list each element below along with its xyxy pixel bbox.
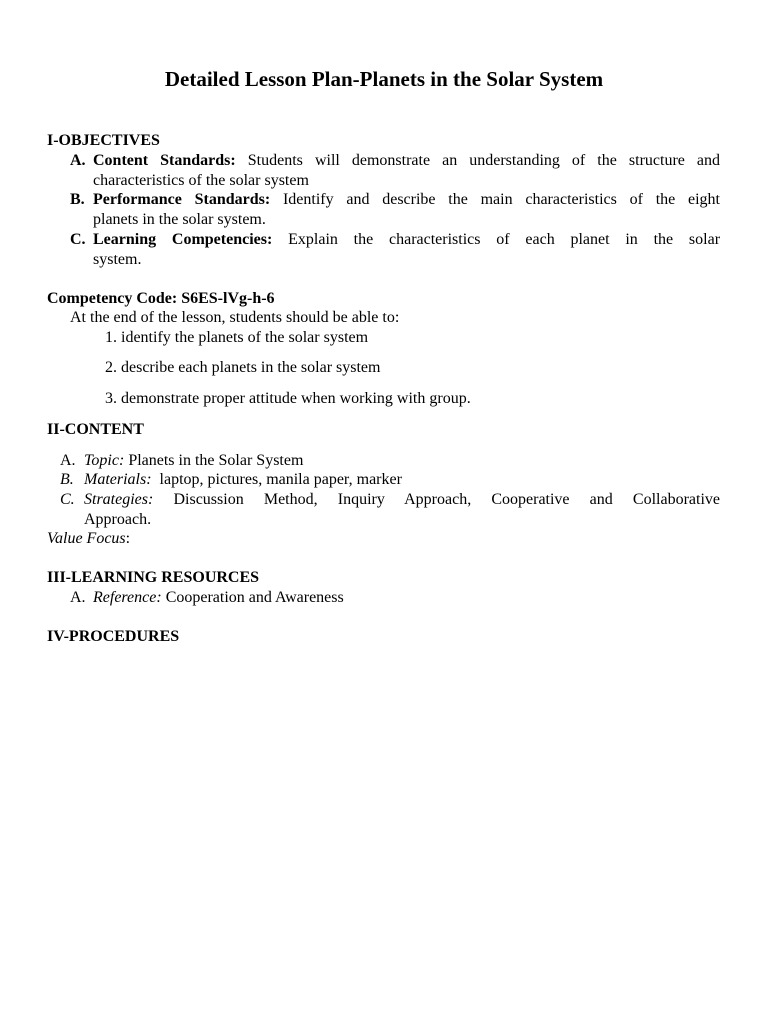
- content-strategies-text: Discussion Method, Inquiry Approach, Cooperative and Collaborative: [173, 491, 720, 508]
- objective-c-line2: system.: [93, 251, 142, 268]
- value-focus-colon: :: [125, 530, 131, 547]
- resources-reference-label: Reference:: [93, 589, 162, 606]
- objective-c-line1: [93, 230, 720, 249]
- competency-item-3: 3. demonstrate proper attitude when working with group.: [105, 390, 471, 407]
- content-topic-label: Topic:: [84, 452, 125, 469]
- objective-marker-a: A.: [70, 152, 86, 169]
- resources-item-reference: [93, 588, 344, 607]
- objective-b-text: Identify and describe the main characteristics of the eight: [282, 191, 721, 208]
- content-item-strategies-line2: Approach.: [84, 511, 152, 528]
- procedures-heading: IV-PROCEDURES: [47, 628, 180, 645]
- competency-intro: At the end of the lesson, students should be able to:: [70, 309, 400, 326]
- document-title: Detailed Lesson Plan-Planets in the Solar System: [164, 67, 604, 91]
- learning-resources-heading: III-LEARNING RESOURCES: [47, 569, 260, 586]
- objective-a-line1: [93, 151, 720, 170]
- value-focus-label: Value Focus: [47, 530, 126, 547]
- content-marker-a: A.: [60, 452, 76, 469]
- objective-c-label: Learning Competencies:: [93, 231, 273, 248]
- value-focus: [47, 529, 130, 548]
- objective-marker-c: C.: [70, 231, 86, 248]
- content-strategies-label: Strategies:: [84, 491, 154, 508]
- competency-item-2: 2. describe each planets in the solar system: [105, 359, 381, 376]
- objective-c-text: Explain the characteristics of each planet in the solar: [288, 231, 721, 248]
- objective-b-line1: [93, 190, 720, 209]
- content-marker-b: B.: [60, 471, 74, 488]
- content-item-materials: [84, 470, 402, 489]
- content-item-strategies-line1: [84, 490, 720, 509]
- objective-a-label: Content Standards:: [93, 152, 236, 169]
- content-materials-label: Materials:: [84, 471, 152, 488]
- content-topic-text: Planets in the Solar System: [128, 452, 304, 469]
- resources-marker-a: A.: [70, 589, 86, 606]
- content-item-topic: [84, 451, 303, 470]
- content-marker-c: C.: [60, 491, 75, 508]
- objective-a-line2: characteristics of the solar system: [93, 172, 309, 189]
- resources-reference-text: Cooperation and Awareness: [165, 589, 344, 606]
- objective-b-label: Performance Standards:: [93, 191, 271, 208]
- objectives-heading: I-OBJECTIVES: [47, 132, 160, 149]
- objective-a-text: Students will demonstrate an understanding of the structure and: [247, 152, 721, 169]
- competency-code-heading: Competency Code: S6ES-lVg-h-6: [47, 290, 275, 307]
- content-heading: II-CONTENT: [47, 421, 144, 438]
- objective-b-line2: planets in the solar system.: [93, 211, 266, 228]
- objective-marker-b: B.: [70, 191, 85, 208]
- competency-item-1: 1. identify the planets of the solar system: [105, 329, 369, 346]
- content-materials-text: laptop, pictures, manila paper, marker: [159, 471, 402, 488]
